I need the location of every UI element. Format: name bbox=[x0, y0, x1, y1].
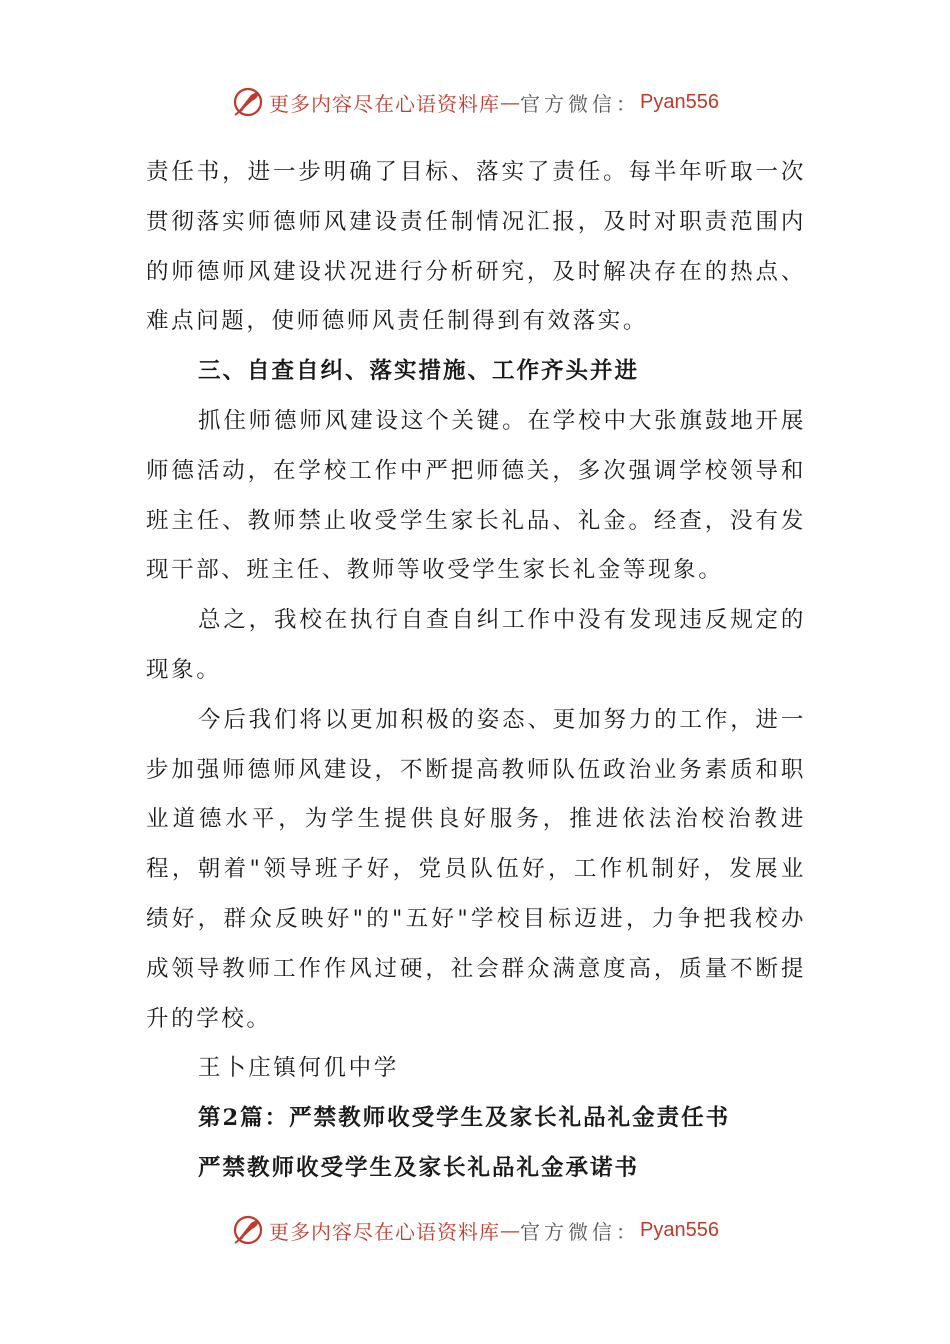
document-body bbox=[146, 148, 806, 1194]
banner-wechat-label: 官方微信： bbox=[520, 91, 641, 116]
paragraph: 责任书，进一步明确了目标、落实了责任。每半年听取一次贯彻落实师德师风建设责任制情况汇报，及时对职责范围内的师德师风建设状况进行分析研究，及时解决存在的热点、难点问题，使师德师风责任制得到有效落实。 bbox=[146, 159, 806, 335]
footer-banner bbox=[0, 1212, 950, 1248]
header-banner bbox=[0, 84, 950, 120]
paragraph: 总之，我校在执行自查自纠工作中没有发现违反规定的现象。 bbox=[146, 607, 806, 683]
banner-dash: — bbox=[500, 1218, 521, 1242]
section-heading: 三、自查自纠、落实措施、工作齐头并进 bbox=[198, 358, 640, 385]
banner-brand: 更多内容尽在心语资料库 bbox=[269, 91, 501, 116]
banner-wechat-label: 官方微信： bbox=[520, 1219, 641, 1244]
paragraph: 今后我们将以更加积极的姿态、更加努力的工作，进一步加强师德师风建设，不断提高教师队伍政治业务素质和职业道德水平，为学生提供良好服务，推进依法治校治教进程，朝着"领导班子好，党员队伍好，工作机制好，发展业绩好，群众反映好"的"五好"学校目标迈进，力争把我校办成领导教师工作作风过硬，社会群众满意度高，质量不断提升的学校。 bbox=[146, 706, 806, 1032]
paragraph: 抓住师德师风建设这个关键。在学校中大张旗鼓地开展师德活动，在学校工作中严把师德关，多次强调学校领导和班主任、教师禁止收受学生家长礼品、礼金。经查，没有发现干部、班主任、教师等收受学生家长礼金等现象。 bbox=[146, 407, 806, 584]
quill-logo-icon bbox=[231, 85, 265, 119]
banner-wechat-id: Pyan556 bbox=[640, 1218, 719, 1241]
banner-dash: — bbox=[500, 90, 521, 114]
quill-logo-icon bbox=[231, 1213, 265, 1247]
chapter-title: 第2篇：严禁教师收受学生及家长礼品礼金责任书 bbox=[198, 1105, 731, 1132]
signature-line: 王卜庄镇何仉中学 bbox=[198, 1055, 399, 1082]
document-title: 严禁教师收受学生及家长礼品礼金承诺书 bbox=[198, 1154, 640, 1181]
banner-wechat-id: Pyan556 bbox=[640, 90, 719, 113]
banner-brand: 更多内容尽在心语资料库 bbox=[269, 1219, 501, 1244]
